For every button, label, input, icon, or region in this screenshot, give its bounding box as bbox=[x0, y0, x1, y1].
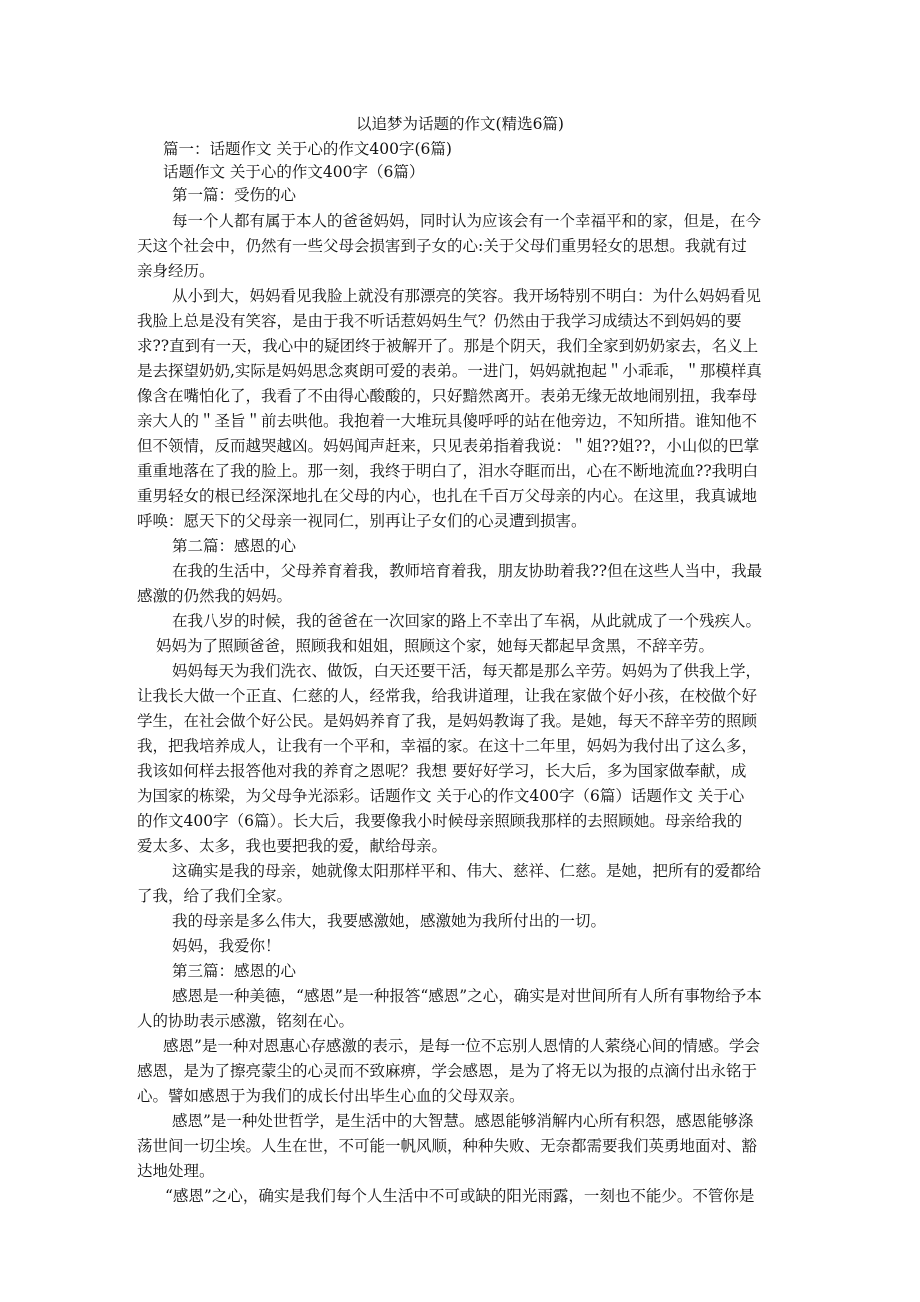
text-line: 我，把我培养成人，让我有一个平和，幸福的家。在这十二年里，妈妈为我付出了这么多， bbox=[137, 737, 758, 755]
text-line: 的作文400字（6篇）。长大后，我要像我小时候母亲照顾我那样的去照顾她。母亲给我的 bbox=[137, 812, 743, 830]
text-line: 我该如何样去报答他对我的养育之恩呢？我想 要好好学习，长大后，多为国家做奉献，成 bbox=[137, 762, 747, 780]
text-line: 重重地落在了我的脸上。那一刻，我终于明白了，泪水夺眶而出，心在不断地流血??我明白 bbox=[137, 462, 759, 480]
text-line: 荡世间一切尘埃。人生在世，不可能一帆风顺，种种失败、无奈都需要我们英勇地面对、豁 bbox=[137, 1137, 758, 1155]
text-line: 感激的仍然我的妈妈。 bbox=[137, 587, 293, 605]
text-line: 妈妈每天为我们洗衣、做饭，白天还要干活，每天都是那么辛劳。妈妈为了供我上学， bbox=[172, 662, 762, 680]
text-line: 从小到大，妈妈看见我脸上就没有那漂亮的笑容。我开场特别不明白：为什么妈妈看见 bbox=[172, 287, 762, 305]
text-line: 篇一：话题作文 关于心的作文400字(6篇) bbox=[163, 140, 452, 158]
text-line: 感恩”是一种处世哲学，是生活中的大智慧。感恩能够消解内心所有积怨，感恩能够涤 bbox=[172, 1112, 754, 1130]
text-line: 爱太多、太多，我也要把我的爱，献给母亲。 bbox=[137, 837, 448, 855]
text-line: 求??直到有一天，我心中的疑团终于被解开了。那是个阴天，我们全家到奶奶家去，名义上 bbox=[137, 337, 759, 355]
text-line: 感恩，是为了擦亮蒙尘的心灵而不致麻痹，学会感恩，是为了将无以为报的点滴付出永铭于 bbox=[137, 1062, 758, 1080]
section-heading: 第二篇：感恩的心 bbox=[172, 537, 297, 555]
text-line: 每一个人都有属于本人的爸爸妈妈，同时认为应该会有一个幸福平和的家，但是，在今 bbox=[172, 212, 762, 230]
text-line: “感恩”之心，确实是我们每个人生活中不可或缺的阳光雨露，一刻也不能少。不管你是 bbox=[165, 1187, 755, 1205]
text-line: 达地处理。 bbox=[137, 1162, 215, 1180]
text-line: 在我的生活中，父母养育着我，教师培育着我，朋友协助着我??但在这些人当中，我最 bbox=[172, 562, 763, 580]
section-heading: 第一篇：受伤的心 bbox=[172, 186, 297, 204]
document-title: 以追梦为话题的作文(精选6篇) bbox=[356, 115, 564, 133]
text-line: 天这个社会中，仍然有一些父母会损害到子女的心:关于父母们重男轻女的思想。我就有过 bbox=[137, 237, 747, 255]
text-line: 妈妈，我爱你！ bbox=[172, 937, 281, 955]
text-line: 像含在嘴怕化了，我看了不由得心酸酸的，只好黯然离开。表弟无缘无故地闹别扭，我奉母 bbox=[137, 387, 758, 405]
text-line: 在我八岁的时候，我的爸爸在一次回家的路上不幸出了车祸，从此就成了一个残疾人。 bbox=[172, 612, 762, 630]
text-line: 但不领情，反而越哭越凶。妈妈闻声赶来，只见表弟指着我说：＂姐??姐??，小山似的巴掌 bbox=[137, 437, 760, 455]
text-line: 为国家的栋梁，为父母争光添彩。话题作文 关于心的作文400字（6篇）话题作文 关于心 bbox=[137, 787, 745, 805]
text-line: 了我，给了我们全家。 bbox=[137, 887, 293, 905]
text-line: 重男轻女的根已经深深地扎在父母的内心，也扎在千百万父母亲的内心。在这里，我真诚地 bbox=[137, 487, 758, 505]
text-line: 学生，在社会做个好公民。是妈妈养育了我，是妈妈教诲了我。是她，每天不辞辛劳的照顾 bbox=[137, 712, 758, 730]
text-line: 亲大人的＂圣旨＂前去哄他。我抱着一大堆玩具傻呼呼的站在他旁边，不知所措。谁知他不 bbox=[137, 412, 758, 430]
text-line: 心。譬如感恩于为我们的成长付出毕生心血的父母双亲。 bbox=[137, 1087, 525, 1105]
text-line: 呼唤：愿天下的父母亲一视同仁，别再让子女们的心灵遭到损害。 bbox=[137, 512, 587, 530]
text-line: 我脸上总是没有笑容，是由于我不听话惹妈妈生气？仍然由于我学习成绩达不到妈妈的要 bbox=[137, 312, 742, 330]
text-line: 感恩是一种美德，“感恩”是一种报答“感恩”之心，确实是对世间所有人所有事物给予本 bbox=[172, 987, 762, 1005]
text-line: 是去探望奶奶,实际是妈妈思念爽朗可爱的表弟。一进门，妈妈就抱起＂小乖乖，＂那模样真 bbox=[137, 362, 762, 380]
text-line: 人的协助表示感激，铭刻在心。 bbox=[137, 1012, 355, 1030]
text-line: 亲身经历。 bbox=[137, 262, 215, 280]
text-line: 感恩”是一种对恩惠心存感激的表示，是每一位不忘别人恩情的人萦绕心间的情感。学会 bbox=[163, 1037, 760, 1055]
text-line: 我的母亲是多么伟大，我要感激她，感激她为我所付出的一切。 bbox=[172, 912, 607, 930]
text-line: 妈妈为了照顾爸爸，照顾我和姐姐，照顾这个家，她每天都起早贪黑，不辞辛劳。 bbox=[156, 637, 715, 655]
section-heading: 第三篇：感恩的心 bbox=[172, 962, 297, 980]
text-line: 让我长大做一个正直、仁慈的人，经常我，给我讲道理，让我在家做个好小孩，在校做个好 bbox=[137, 687, 758, 705]
text-line: 这确实是我的母亲，她就像太阳那样平和、伟大、慈祥、仁慈。是她，把所有的爱都给 bbox=[172, 862, 762, 880]
text-line: 话题作文 关于心的作文400字（6篇） bbox=[163, 163, 425, 181]
